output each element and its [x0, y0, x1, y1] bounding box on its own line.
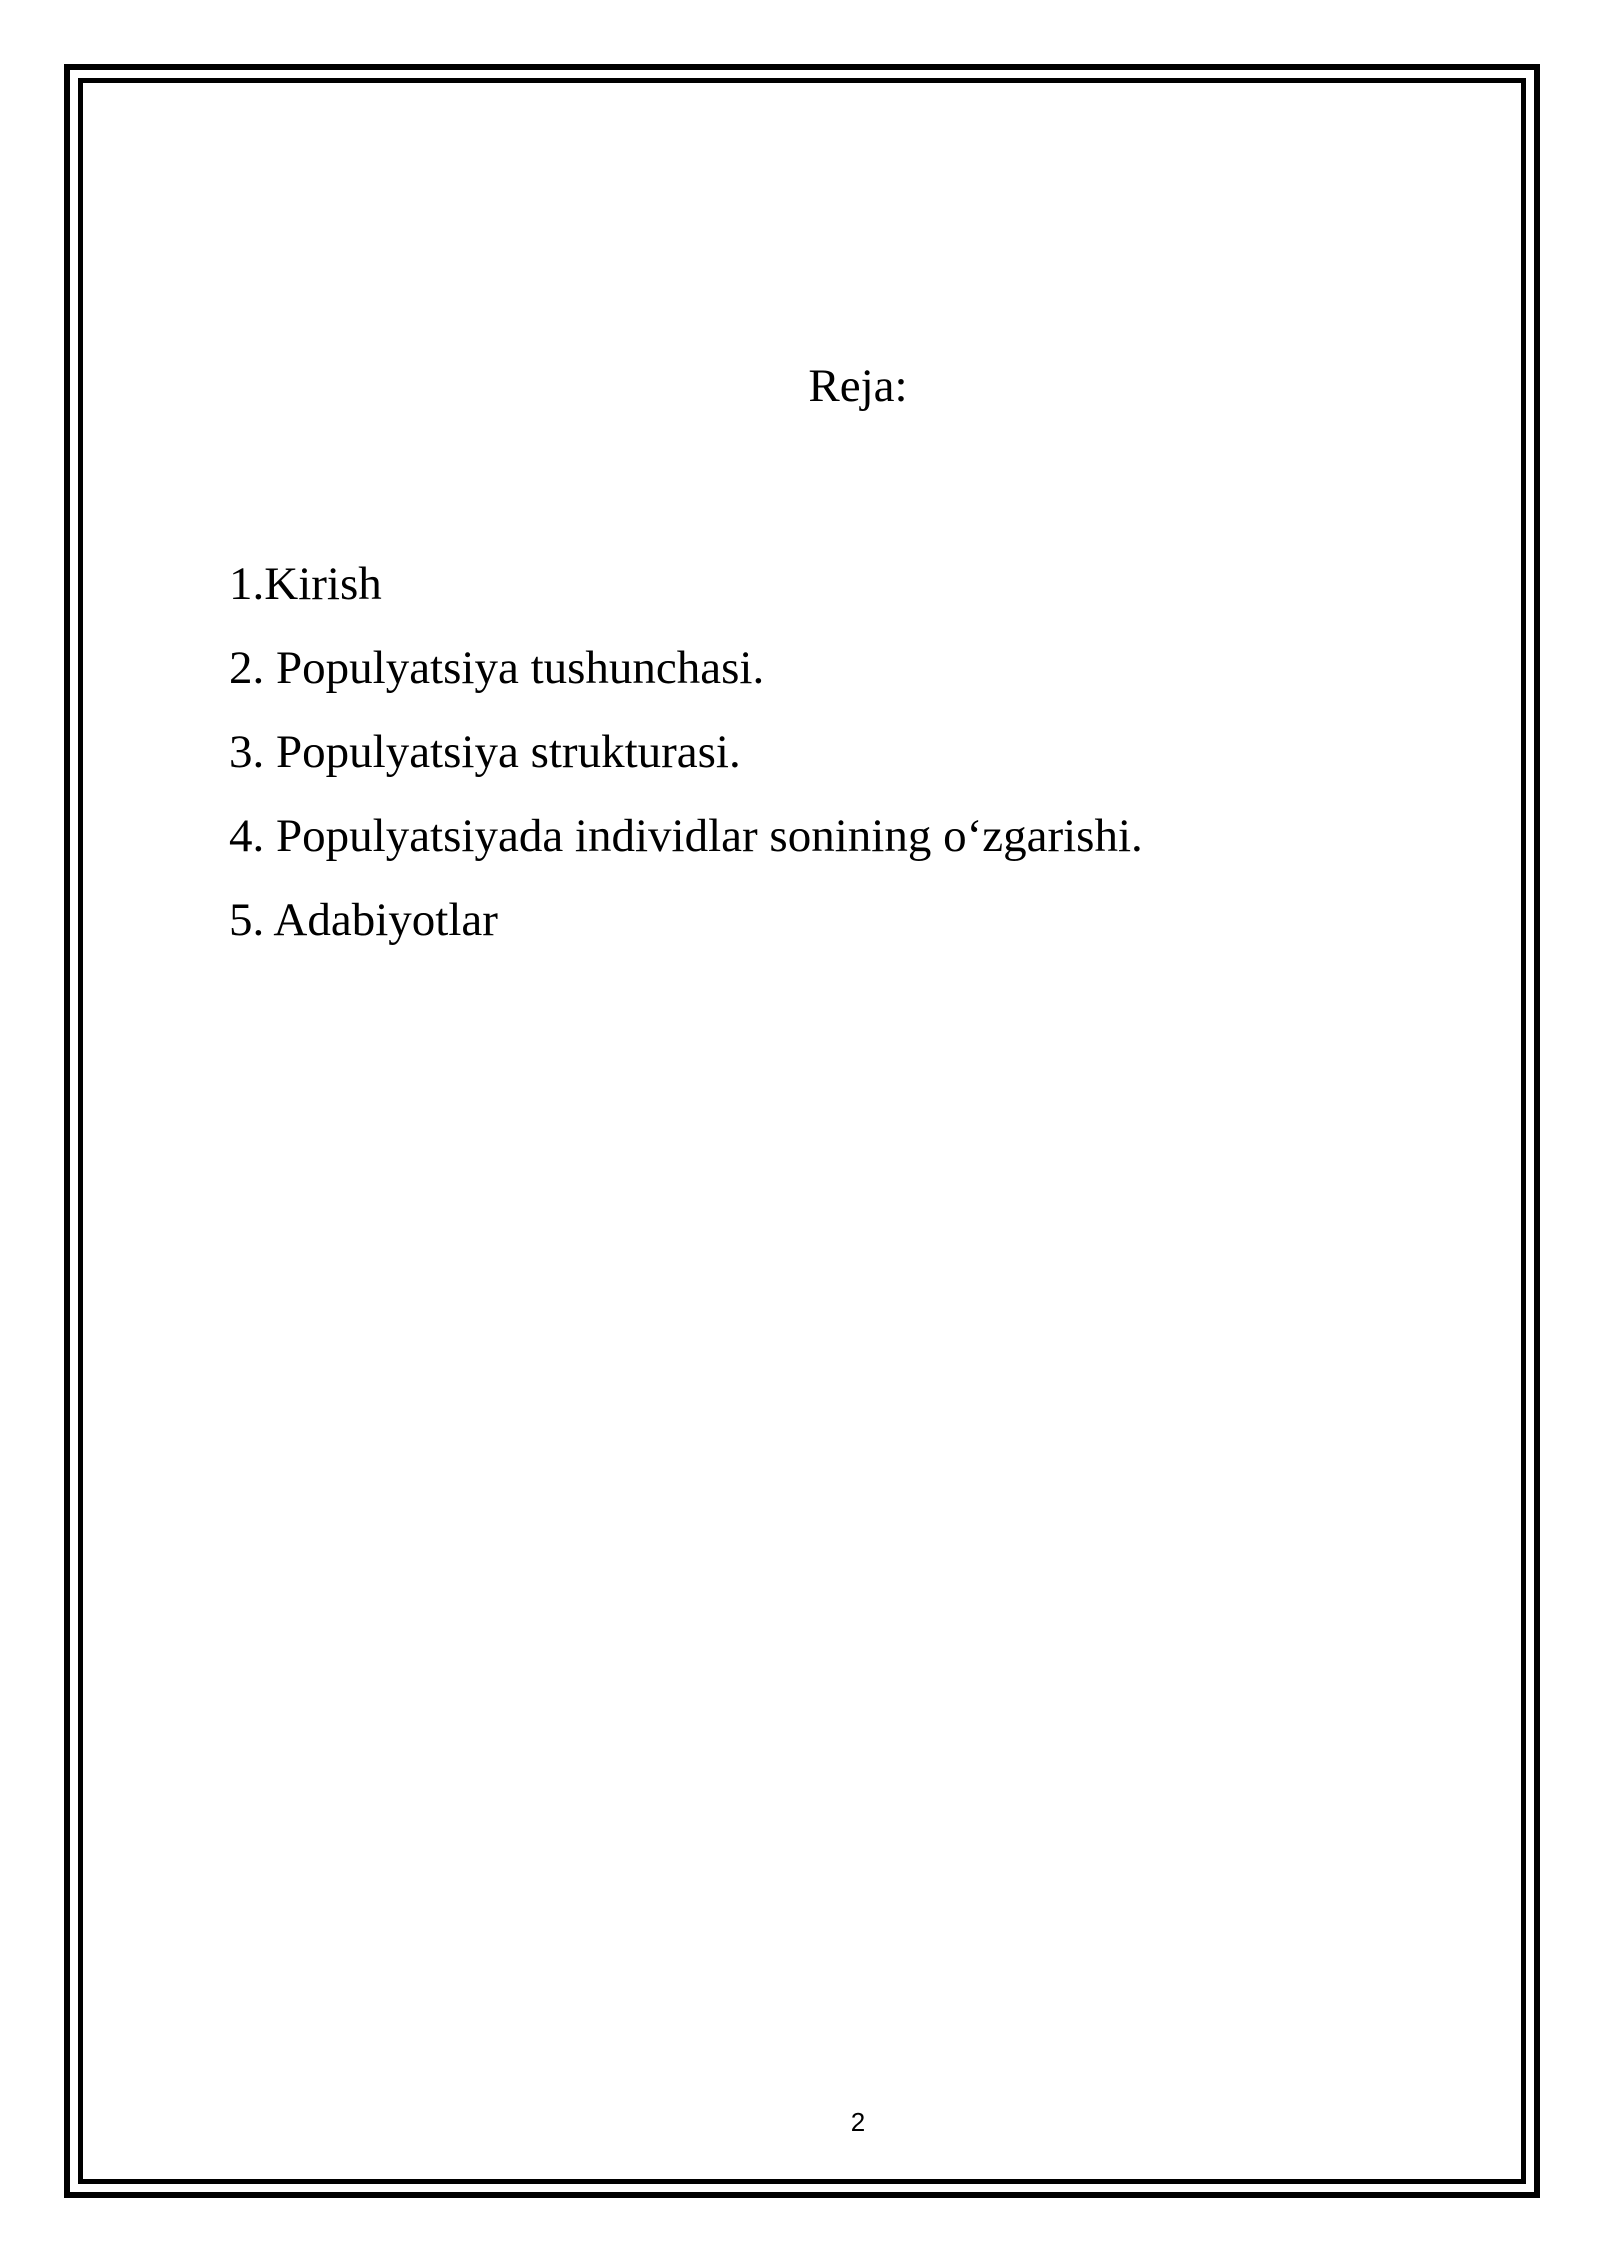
plan-item-2: 2. Populyatsiya tushunchasi. [229, 642, 765, 694]
plan-list [229, 542, 1143, 962]
plan-item-1: 1.Kirish [229, 558, 382, 610]
plan-item-4: 4. Populyatsiyada individlar sonining o‘zgarishi. [229, 810, 1143, 862]
plan-item-3: 3. Populyatsiya strukturasi. [229, 726, 741, 778]
page-title: Reja: [808, 360, 908, 412]
plan-item-5: 5. Adabiyotlar [229, 894, 498, 946]
title-container [0, 356, 1600, 416]
page-number: 2 [850, 2107, 866, 2137]
